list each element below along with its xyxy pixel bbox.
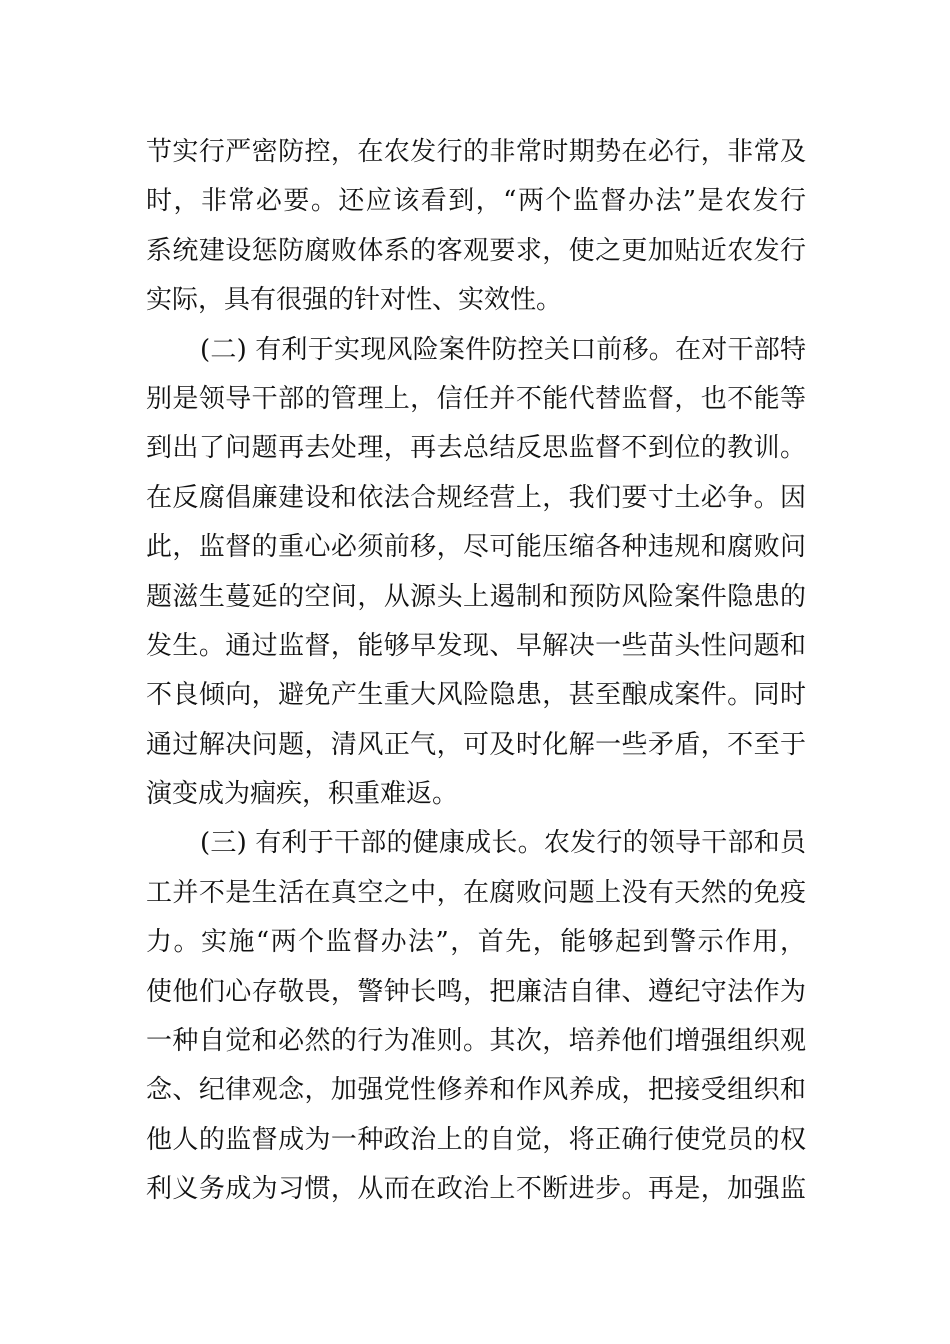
text-line: 别是领导干部的管理上，信任并不能代替监督，也不能等 — [146, 383, 806, 414]
text-line: 通过解决问题，清风正气，可及时化解一些矛盾，不至于 — [146, 729, 806, 760]
text-line: 题滋生蔓延的空间，从源头上遏制和预防风险案件隐患的 — [146, 581, 806, 612]
text-line: 力。实施“两个监督办法”，首先，能够起到警示作用， — [146, 927, 806, 958]
text-line: 他人的监督成为一种政治上的自觉，将正确行使党员的权 — [146, 1124, 806, 1155]
paragraph — [146, 819, 806, 1214]
text-line: 节实行严密防控，在农发行的非常时期势在必行，非常及 — [146, 137, 806, 167]
text-line: 念、纪律观念，加强党性修养和作风养成，把接受组织和 — [146, 1075, 806, 1106]
text-line: 到出了问题再去处理，再去总结反思监督不到位的教训。 — [146, 433, 806, 464]
paragraph — [146, 128, 806, 326]
text-line: 不良倾向，避免产生重大风险隐患，甚至酿成案件。同时 — [146, 680, 806, 711]
text-line: 时，非常必要。还应该看到，“两个监督办法”是农发行 — [146, 186, 806, 217]
text-line: 此，监督的重心必须前移，尽可能压缩各种违规和腐败问 — [146, 532, 806, 563]
document-body — [146, 128, 806, 1215]
text-line: 实际，具有很强的针对性、实效性。 — [146, 285, 563, 316]
text-line: 工并不是生活在真空之中，在腐败问题上没有天然的免疫 — [146, 877, 806, 908]
paragraph-heading-line: (二) 有利于实现风险案件防控关口前移。在对干部特 — [200, 334, 806, 365]
paragraph — [146, 326, 806, 820]
text-line: 演变成为痼疾，积重难返。 — [146, 779, 459, 810]
text-line: 利义务成为习惯，从而在政治上不断进步。再是，加强监 — [146, 1174, 806, 1205]
text-line: 发生。通过监督，能够早发现、早解决一些苗头性问题和 — [146, 630, 806, 661]
paragraph-heading-line: (三) 有利于干部的健康成长。农发行的领导干部和员 — [200, 828, 806, 859]
text-line: 在反腐倡廉建设和依法合规经营上，我们要寸土必争。因 — [146, 482, 806, 513]
text-line: 一种自觉和必然的行为准则。其次，培养他们增强组织观 — [146, 1026, 806, 1057]
text-line: 系统建设惩防腐败体系的客观要求，使之更加贴近农发行 — [146, 235, 806, 266]
text-line: 使他们心存敬畏，警钟长鸣，把廉洁自律、遵纪守法作为 — [146, 976, 806, 1007]
